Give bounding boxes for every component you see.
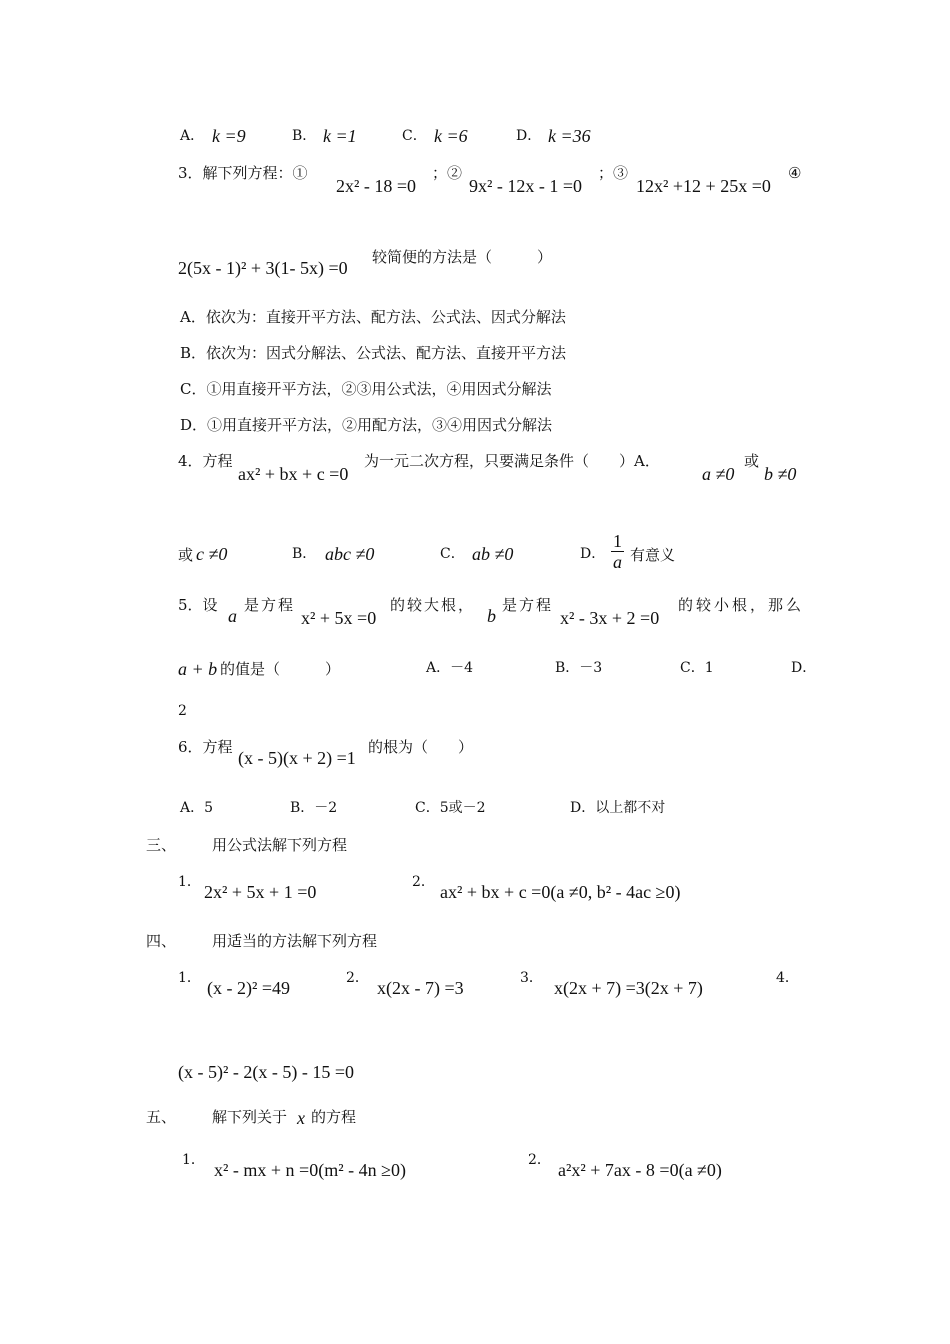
- q3-sep2: ；③: [598, 164, 629, 182]
- q4-option-c: ab ≠0: [472, 544, 514, 564]
- q3-eq2: 9x² - 12x - 1 =0: [469, 176, 583, 196]
- q6-intro: 6．方程: [178, 738, 233, 756]
- q5-option-b: B．－3: [555, 660, 603, 676]
- sec5-item1-number: 1．: [182, 1152, 205, 1168]
- q5-option-d: D．: [791, 660, 817, 676]
- q2-option-d-label: D．: [516, 128, 542, 144]
- q5-var-b: b: [487, 606, 496, 626]
- q5-text5: 的值是（ ）: [220, 660, 341, 678]
- sec4-item4-equation: (x - 5)² - 2(x - 5) - 15 =0: [178, 1062, 355, 1082]
- sec4-item3-equation: x(2x + 7) =3(2x + 7): [554, 978, 703, 998]
- q4-option-a-or: 或: [744, 452, 760, 470]
- q5-text3: 是方程: [502, 596, 554, 614]
- fraction-denominator: a: [613, 552, 622, 572]
- q5-equation1: x² + 5x =0: [301, 608, 377, 628]
- q6-option-d: D．以上都不对: [570, 800, 666, 816]
- sec4-item1-equation: (x - 2)² =49: [207, 978, 291, 998]
- q6-tail: 的根为（ ）: [368, 738, 474, 756]
- q4-option-d-text: 有意义: [630, 546, 676, 564]
- q2-option-b-label: B．: [292, 128, 317, 144]
- q5-expression: a + b: [178, 659, 218, 679]
- q3-tail: 较简便的方法是（ ）: [372, 248, 553, 266]
- q4-equation: ax² + bx + c =0: [238, 464, 349, 484]
- q3-option-d: D．①用直接开平方法，②用配方法，③④用因式分解法: [180, 416, 553, 434]
- q2-option-c-label: C．: [402, 128, 427, 144]
- sec5-title-pre: 解下列关于: [212, 1108, 288, 1126]
- q3-sep1: ；②: [432, 164, 463, 182]
- q6-option-c: C．5或－2: [415, 800, 486, 816]
- q2-option-c: k =6: [434, 126, 468, 146]
- q3-eq3: 12x² +12 + 25x =0: [636, 176, 771, 196]
- sec3-item1-number: 1．: [178, 874, 201, 890]
- fraction-numerator: 1: [613, 531, 622, 551]
- q5-text1: 是方程: [244, 596, 296, 614]
- sec5-item1-equation: x² - mx + n =0(m² - 4n ≥0): [214, 1160, 406, 1180]
- q5-option-d-wrap: 2: [178, 703, 187, 719]
- q5-intro: 5．设: [178, 596, 218, 614]
- q2-option-b: k =1: [323, 126, 357, 146]
- q3-eq4: 2(5x - 1)² + 3(1- 5x) =0: [178, 258, 348, 278]
- sec5-item2-number: 2．: [528, 1152, 551, 1168]
- sec4-item2-number: 2．: [346, 970, 369, 986]
- q4-option-c-label: C．: [440, 546, 465, 562]
- q4-intro: 4．方程: [178, 452, 233, 470]
- q6-option-b: B．－2: [290, 800, 338, 816]
- sec3-item1-equation: 2x² + 5x + 1 =0: [204, 882, 317, 902]
- q4-option-b-label: B．: [292, 546, 317, 562]
- sec4-item4-number: 4．: [776, 970, 799, 986]
- sec5-title-var: x: [297, 1108, 305, 1128]
- q5-text4: 的较小根，那么: [678, 596, 805, 614]
- sec4-item1-number: 1．: [178, 970, 201, 986]
- q4-option-a-or2: 或: [178, 546, 194, 564]
- sec5-title-post: 的方程: [311, 1108, 357, 1126]
- sec4-item2-equation: x(2x - 7) =3: [377, 978, 464, 998]
- q3-intro: 3．解下列方程：①: [178, 164, 308, 182]
- q4-option-b: abc ≠0: [325, 544, 375, 564]
- sec3-item2-number: 2．: [412, 874, 435, 890]
- q5-text2: 的较大根，: [390, 596, 476, 614]
- q4-option-d-fraction: [611, 532, 624, 571]
- q5-option-c: C．1: [680, 660, 714, 676]
- sec4-item3-number: 3．: [520, 970, 543, 986]
- sec5-number: 五、: [146, 1108, 177, 1126]
- sec4-number: 四、: [146, 932, 177, 950]
- q3-option-a: A．依次为：直接开平方法、配方法、公式法、因式分解法: [180, 308, 566, 326]
- q3-eq1: 2x² - 18 =0: [336, 176, 417, 196]
- q2-option-d: k =36: [548, 126, 591, 146]
- q6-equation: (x - 5)(x + 2) =1: [238, 748, 356, 768]
- q4-text: 为一元二次方程，只要满足条件（ ）A．: [364, 452, 660, 470]
- q5-option-a: A．－4: [426, 660, 474, 676]
- q4-option-a-math3: c ≠0: [196, 544, 228, 564]
- q2-option-a: k =9: [212, 126, 246, 146]
- q5-var-a: a: [228, 606, 237, 626]
- q3-option-b: B．依次为：因式分解法、公式法、配方法、直接开平方法: [180, 344, 567, 362]
- q4-option-a-math2: b ≠0: [764, 464, 797, 484]
- sec3-title: 用公式法解下列方程: [212, 836, 348, 854]
- q3-marker4: ④: [788, 164, 802, 182]
- q3-option-c: C．①用直接开平方法，②③用公式法，④用因式分解法: [180, 380, 552, 398]
- q5-equation2: x² - 3x + 2 =0: [560, 608, 660, 628]
- q4-option-d-label: D．: [580, 546, 606, 562]
- q2-option-a-label: A．: [180, 128, 205, 144]
- sec3-item2-equation: ax² + bx + c =0(a ≠0, b² - 4ac ≥0): [440, 882, 681, 902]
- sec3-number: 三、: [146, 836, 177, 854]
- q6-option-a: A．5: [180, 800, 214, 816]
- sec4-title: 用适当的方法解下列方程: [212, 932, 378, 950]
- sec5-item2-equation: a²x² + 7ax - 8 =0(a ≠0): [558, 1160, 722, 1180]
- q4-option-a-math1: a ≠0: [702, 464, 735, 484]
